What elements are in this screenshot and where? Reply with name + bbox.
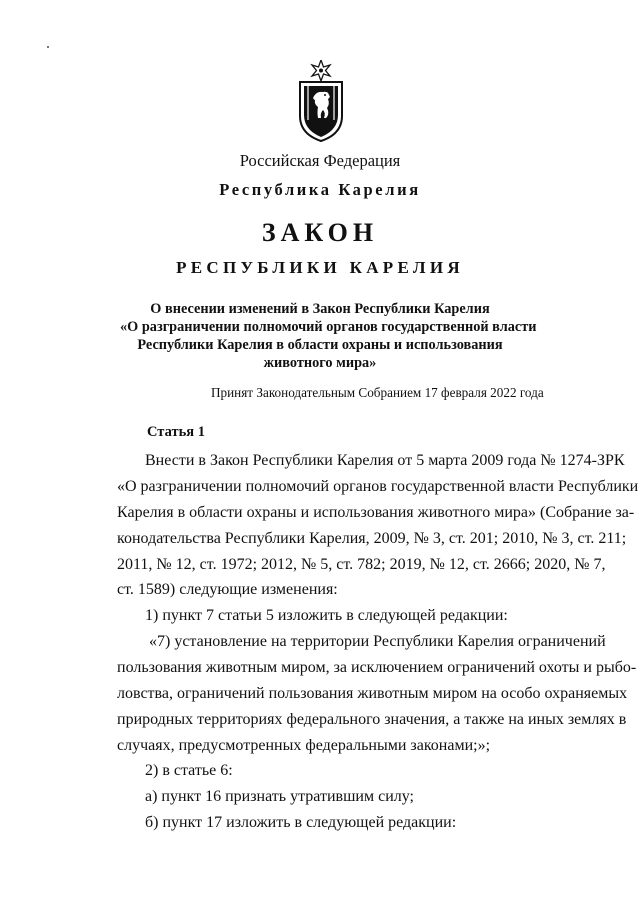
title-line: Республики Карелия в области охраны и использования <box>137 337 503 353</box>
body-line: природных территориях федерального значения, а также на иных землях в <box>117 711 627 728</box>
title-line: О внесении изменений в Закон Республики Карелия <box>150 301 490 317</box>
body-line: 1) пункт 7 статьи 5 изложить в следующей редакции: <box>145 607 508 624</box>
law-title <box>120 300 537 372</box>
republic-name: Республика Карелия <box>219 180 421 199</box>
body-line: Карелия в области охраны и использования животного мира» (Собрание за- <box>117 504 635 521</box>
karelia-coat-of-arms-icon <box>297 60 345 142</box>
document-type: ЗАКОН <box>261 218 379 247</box>
title-line: животного мира» <box>263 355 377 371</box>
country-name: Российская Федерация <box>239 151 401 170</box>
scan-dot <box>47 46 49 48</box>
body-line: конодательства Республики Карелия, 2009, № 3, ст. 201; 2010, № 3, ст. 211; <box>117 530 627 547</box>
body-line: ловства, ограничений пользования животным миром на особо охраняемых <box>117 685 628 702</box>
body-line: ст. 1589) следующие изменения: <box>117 581 338 598</box>
title-line: «О разграничении полномочий органов государственной власти <box>120 319 537 335</box>
body-line: а) пункт 16 признать утратившим силу; <box>145 788 414 805</box>
body-line: Внести в Закон Республики Карелия от 5 марта 2009 года № 1274-ЗРК <box>145 452 625 469</box>
body-line: «О разграничении полномочий органов государственной власти Республики <box>117 478 639 495</box>
body-line: случаях, предусмотренных федеральными законами;»; <box>117 737 491 754</box>
body-line: «7) установление на территории Республики Карелия ограничений <box>149 633 606 650</box>
body-line: 2011, № 12, ст. 1972; 2012, № 5, ст. 782; 2019, № 12, ст. 2666; 2020, № 7, <box>117 556 606 573</box>
adoption-note: Принят Законодательным Собранием 17 февраля 2022 года <box>211 385 544 400</box>
document-issuer: РЕСПУБЛИКИ КАРЕЛИЯ <box>176 258 464 277</box>
article-heading: Статья 1 <box>147 424 205 440</box>
body-line: б) пункт 17 изложить в следующей редакции: <box>145 814 457 831</box>
body-line: пользования животным миром, за исключением ограничений охоты и рыбо- <box>117 659 637 676</box>
body-line: 2) в статье 6: <box>145 762 233 779</box>
